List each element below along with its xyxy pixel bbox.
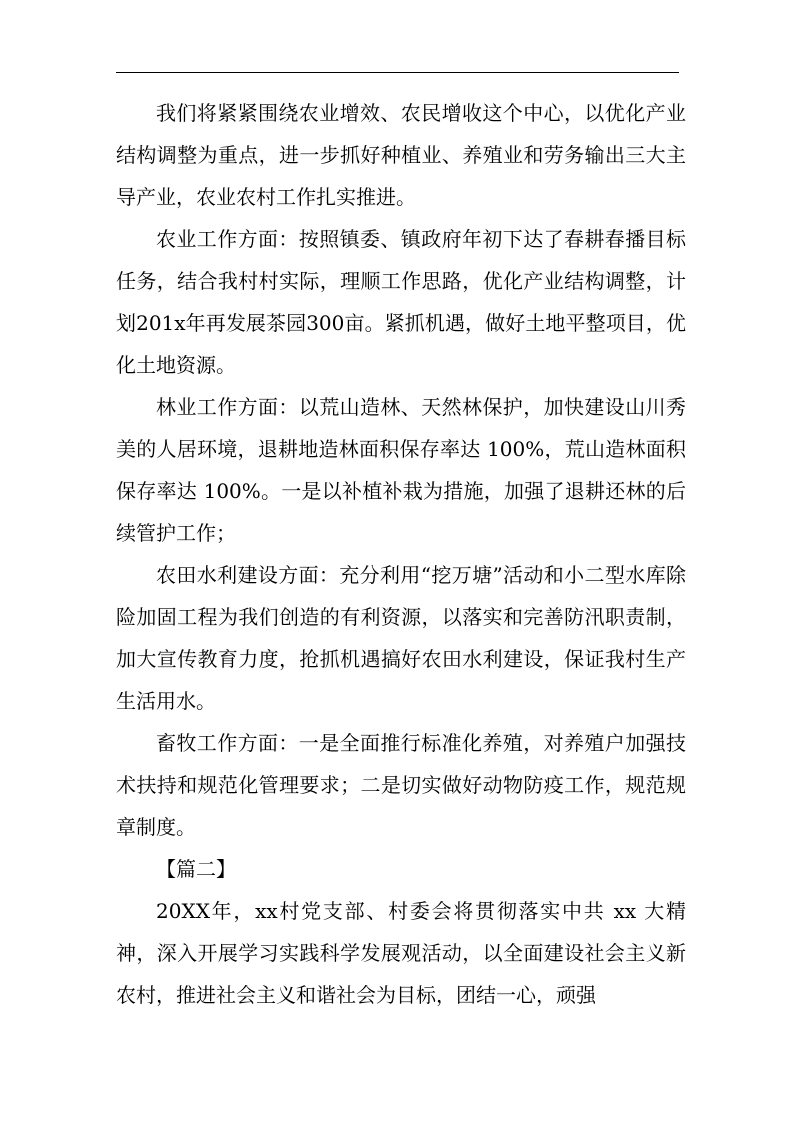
paragraph-2: 农业工作方面：按照镇委、镇政府年初下达了春耕春播目标任务，结合我村村实际，理顺工作思路，优化产业结构调整，计划201x年再发展茶园300亩。紧抓机遇，做好土地平整项目，优化土地资源。: [116, 227, 686, 377]
paragraph-1: 我们将紧紧围绕农业增效、农民增收这个中心，以优化产业结构调整为重点，进一步抓好种植业、养殖业和劳务输出三大主导产业，农业农村工作扎实推进。: [116, 101, 686, 209]
paragraph-4: 农田水利建设方面：充分利用“挖万塘”活动和小二型水库除险加固工程为我们创造的有利资源，以落实和完善防汛职责制，加大宣传教育力度，抢抓机遇搞好农田水利建设，保证我村生产生活用水。: [116, 563, 686, 713]
paragraph-3: 林业工作方面：以荒山造林、天然林保护，加快建设山川秀美的人居环境，退耕地造林面积保存率达 100%，荒山造林面积保存率达 100%。一是以补植补栽为措施，加强了退耕还林的后续管护工作；: [116, 395, 686, 545]
document-body: [116, 92, 686, 1016]
paragraph-6: 20XX年，xx村党支部、村委会将贯彻落实中共 xx 大精神，深入开展学习实践科学发展观活动，以全面建设社会主义新农村，推进社会主义和谐社会为目标，团结一心，顽强: [116, 899, 686, 1007]
paragraph-5: 畜牧工作方面：一是全面推行标准化养殖，对养殖户加强技术扶持和规范化管理要求；二是切实做好动物防疫工作，规范规章制度。: [116, 731, 686, 839]
section-heading: 【篇二】: [156, 857, 236, 881]
header-rule: [116, 72, 679, 73]
